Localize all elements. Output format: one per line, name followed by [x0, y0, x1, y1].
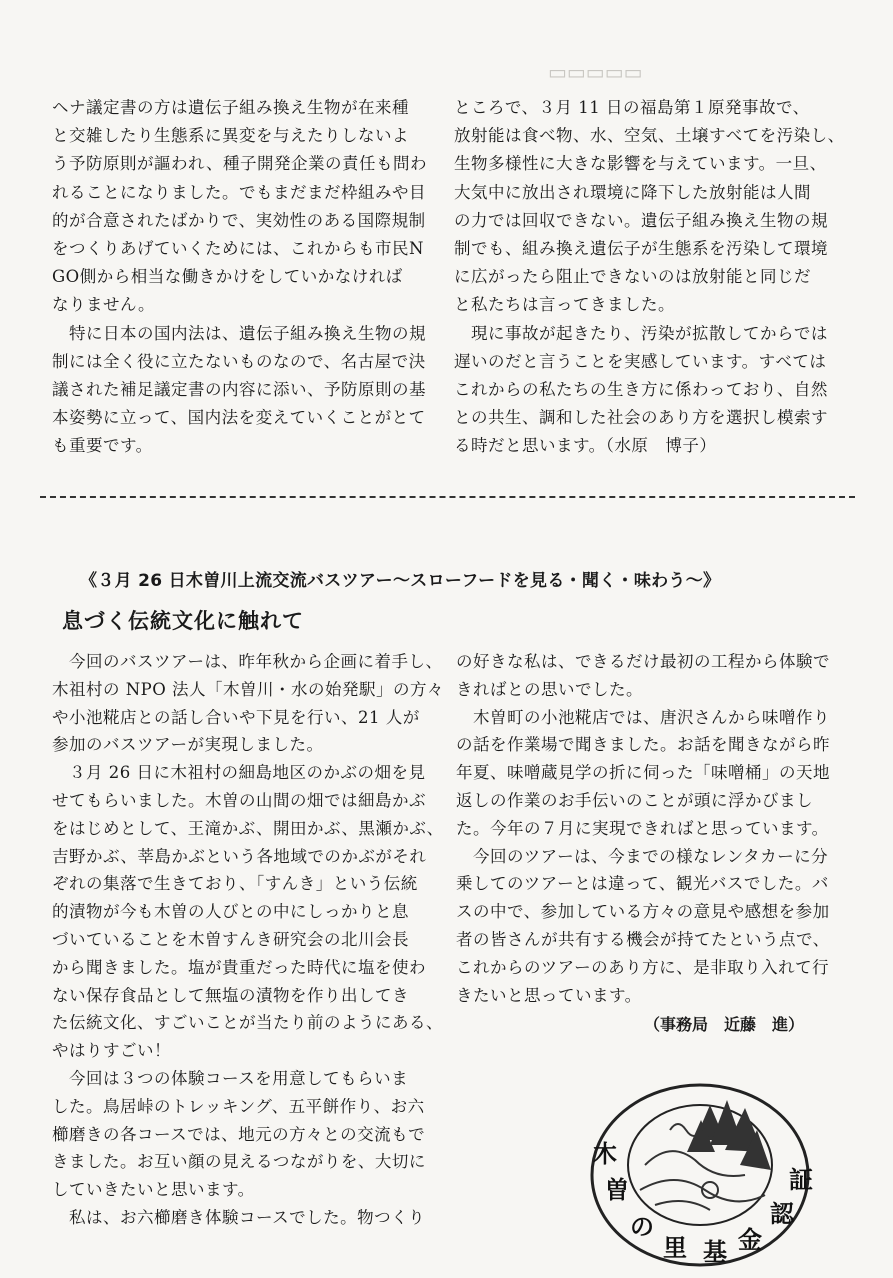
text-line: う予防原則が謳われ、種子開発企業の責任も問わ: [52, 154, 427, 174]
text-line: と交雑したり生態系に異変を与えたりしないよ: [52, 126, 409, 146]
text-line: れることになりました。でもまだまだ枠組みや目: [52, 182, 426, 202]
text-line: 遅いのだと言うことを実感しています。すべては: [454, 351, 827, 371]
text-line: やはりすごい！: [52, 1041, 171, 1061]
text-line: 私は、お六櫛磨き体験コースでした。物つくり: [52, 1207, 426, 1227]
text-line: た。今年の７月に実現できればと思っています。: [456, 818, 829, 838]
text-line: GO側から相当な働きかけをしていかなければ: [52, 267, 403, 287]
text-line: 吉野かぶ、莘島かぶという各地域でのかぶがそれ: [52, 846, 427, 866]
text-line: る時だと思います。（水原 博子）: [454, 436, 717, 456]
svg-text:曽: 曽: [605, 1176, 629, 1204]
text-line: これからの私たちの生き方に係わっており、自然: [454, 380, 828, 400]
text-line: 生物多様性に大きな影響を与えています。一旦、: [454, 154, 827, 174]
article-top-left-column: [52, 94, 427, 461]
text-line: 制には全く役に立たないものなので、名古屋で決: [52, 351, 426, 371]
svg-text:里: 里: [663, 1234, 687, 1262]
svg-text:の: の: [630, 1213, 654, 1241]
text-line: 特に日本の国内法は、遺伝子組み換え生物の規: [52, 323, 426, 343]
text-line: ヘナ議定書の方は遺伝子組み換え生物が在来種: [52, 98, 409, 117]
text-line: 今回のバスツアーは、昨年秋から企画に着手し、: [52, 652, 443, 671]
text-line: 制でも、組み換え遺伝子が生態系を汚染して環境: [454, 239, 828, 259]
text-line: をはじめとして、王滝かぶ、開田かぶ、黒瀬かぶ、: [52, 818, 444, 838]
text-line: これからのツアーのあり方に、是非取り入れて行: [456, 957, 830, 977]
article-headline: 息づく伝統文化に触れて: [62, 609, 304, 633]
text-line: 放射能は食べ物、水、空気、土壌すべてを汚染し、: [454, 126, 845, 146]
text-line: づいていることを木曽すんき研究会の北川会長: [52, 929, 409, 949]
text-line: ３月 26 日に木祖村の細島地区のかぶの畑を見: [52, 763, 426, 783]
text-line: きたいと思っています。: [456, 985, 642, 1005]
svg-text:金: 金: [738, 1226, 762, 1254]
svg-text:証: 証: [789, 1166, 813, 1194]
event-title: 《３月 26 日木曽川上流交流バスツアー～スローフードを見る・聞く・味わう～》: [80, 571, 721, 591]
article-bottom-left-column: [52, 648, 444, 1232]
text-line: ない保存食品として無塩の漬物を作り出してき: [52, 985, 409, 1005]
text-line: 参加のバスツアーが実現しました。: [52, 735, 324, 755]
text-line: から聞きました。塩が貴重だった時代に塩を使わ: [52, 957, 426, 977]
text-line: ぞれの集落で生きており、「すんき」という伝統: [52, 874, 418, 894]
svg-text:認: 認: [770, 1200, 794, 1228]
svg-text:木: 木: [593, 1140, 617, 1168]
text-line: た伝統文化、すごいことが当たり前のようにある、: [52, 1013, 443, 1033]
text-line: に広がったら阻止できないのは放射能と同じだ: [454, 267, 811, 287]
text-line: 年夏、味噌蔵見学の折に伺った「味噌桶」の天地: [456, 763, 830, 783]
article-top-right-column: [454, 94, 845, 461]
text-line: 現に事故が起きたり、汚染が拡散してからでは: [454, 323, 828, 343]
text-line: きればとの思いでした。: [456, 679, 643, 699]
show-through-decoration: ▭▭▭▭▭: [548, 60, 643, 84]
text-line: 木曽町の小池糀店では、唐沢さんから味噌作り: [456, 707, 830, 727]
text-line: していきたいと思います。: [52, 1180, 255, 1200]
text-line: と私たちは言ってきました。: [454, 295, 675, 315]
text-line: なりません。: [52, 295, 155, 315]
text-line: も重要です。: [52, 436, 153, 456]
text-line: 本姿勢に立って、国内法を変えていくことがとて: [52, 408, 426, 428]
text-line: きました。お互い顔の見えるつながりを、大切に: [52, 1152, 426, 1172]
section-divider: [40, 496, 855, 498]
text-line: 者の皆さんが共有する機会が持てたという点で、: [456, 929, 830, 949]
text-line: 返しの作業のお手伝いのことが頭に浮かびまし: [456, 790, 813, 810]
text-line: した。鳥居峠のトレッキング、五平餅作り、お六: [52, 1096, 425, 1116]
kiso-fund-seal-icon: [575, 1070, 825, 1270]
text-line: や小池糀店との話し合いや下見を行い、21 人が: [52, 707, 420, 727]
text-line: 大気中に放出され環境に降下した放射能は人間: [454, 182, 811, 202]
text-line: の好きな私は、できるだけ最初の工程から体験で: [456, 652, 830, 671]
text-line: 議された補足議定書の内容に添い、予防原則の基: [52, 380, 426, 400]
svg-text:基: 基: [703, 1238, 727, 1266]
text-line: の力では回収できない。遺伝子組み換え生物の規: [454, 210, 828, 230]
text-line: 木祖村の NPO 法人「木曽川・水の始発駅」の方々: [52, 679, 445, 699]
text-line: 櫛磨きの各コースでは、地元の方々との交流もで: [52, 1124, 426, 1144]
article-bottom-right-column: [456, 648, 830, 1009]
text-line: せてもらいました。木曽の山間の畑では細島かぶ: [52, 790, 426, 810]
text-line: 乗してのツアーとは違って、観光バスでした。バ: [456, 874, 829, 894]
text-line: ところで、３月 11 日の福島第１原発事故で、: [454, 98, 810, 117]
text-line: スの中で、参加している方々の意見や感想を参加: [456, 902, 830, 922]
text-line: との共生、調和した社会のあり方を選択し模索す: [454, 408, 828, 428]
text-line: 的が合意されたばかりで、実効性のある国際規制: [52, 210, 426, 230]
text-line: の話を作業場で聞きました。お話を聞きながら昨: [456, 735, 830, 755]
text-line: をつくりあげていくためには、これからも市民N: [52, 239, 424, 259]
text-line: 今回のツアーは、今までの様なレンタカーに分: [456, 846, 829, 866]
text-line: 今回は３つの体験コースを用意してもらいま: [52, 1068, 409, 1088]
article-author: （事務局 近藤 進）: [644, 1015, 805, 1034]
text-line: 的漬物が今も木曽の人びとの中にしっかりと息: [52, 902, 409, 922]
